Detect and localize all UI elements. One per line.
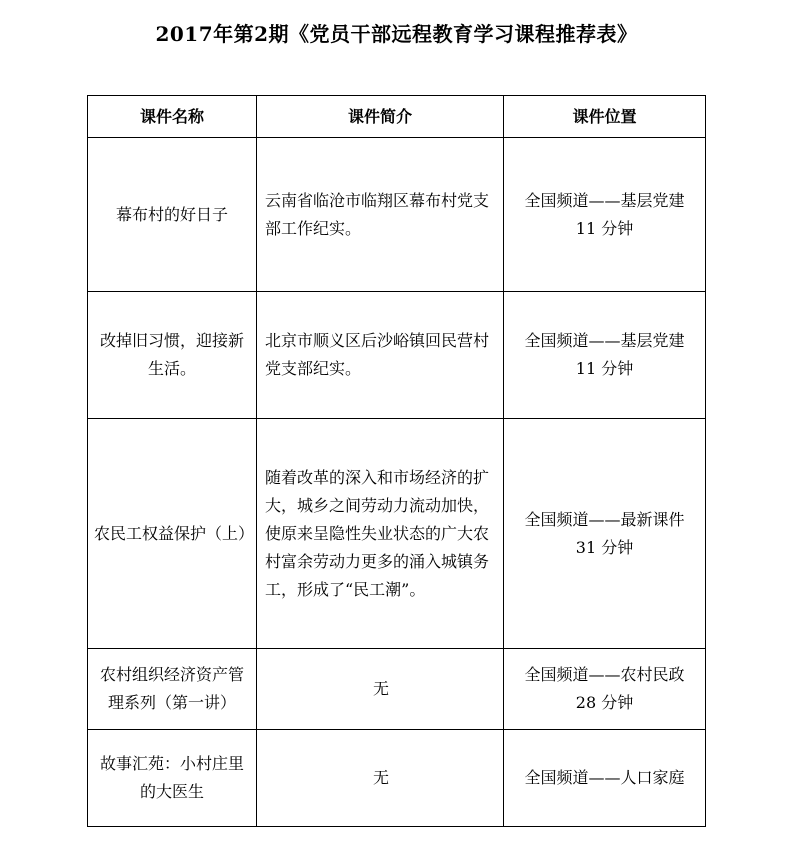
course-intro: 北京市顺义区后沙峪镇回民营村党支部纪实。 [257,292,504,419]
course-location: 全国频道——基层党建 [524,331,685,350]
course-location-cell [504,730,706,827]
table-row [88,649,706,730]
course-name: 农村组织经济资产管理系列（第一讲） [88,649,257,730]
course-duration: 11 分钟 [575,359,634,378]
course-location: 全国频道——最新课件 [524,509,685,529]
header-course-intro: 课件简介 [257,96,504,138]
table-row [88,419,706,649]
course-name: 故事汇苑：小村庄里的大医生 [88,730,257,827]
course-duration: 11 分钟 [575,218,634,238]
course-intro: 无 [257,649,504,730]
course-location: 全国频道——农村民政 [524,665,685,684]
course-duration: 31 分钟 [575,537,634,557]
course-name: 幕布村的好日子 [88,138,257,292]
course-location-cell [504,292,706,419]
course-duration: 28 分钟 [575,693,634,712]
course-name: 农民工权益保护（上） [88,419,257,649]
header-course-location: 课件位置 [504,96,706,138]
course-location: 全国频道——人口家庭 [524,768,685,787]
table-header-row [88,96,706,138]
course-location-cell [504,419,706,649]
table-row [88,292,706,419]
header-course-name: 课件名称 [88,96,257,138]
page-title: 2017年第2期《党员干部远程教育学习课程推荐表》 [155,22,638,46]
course-intro: 无 [257,730,504,827]
course-location: 全国频道——基层党建 [524,190,685,210]
table-row [88,138,706,292]
course-intro: 云南省临沧市临翔区幕布村党支部工作纪实。 [257,138,504,292]
course-table [87,95,706,827]
course-intro: 随着改革的深入和市场经济的扩大，城乡之间劳动力流动加快，使原来呈隐性失业状态的广大农村富余劳动力更多的涌入城镇务工，形成了“民工潮”。 [257,419,504,649]
course-location-cell [504,649,706,730]
table-row [88,730,706,827]
course-location-cell [504,138,706,292]
course-name: 改掉旧习惯，迎接新生活。 [88,292,257,419]
